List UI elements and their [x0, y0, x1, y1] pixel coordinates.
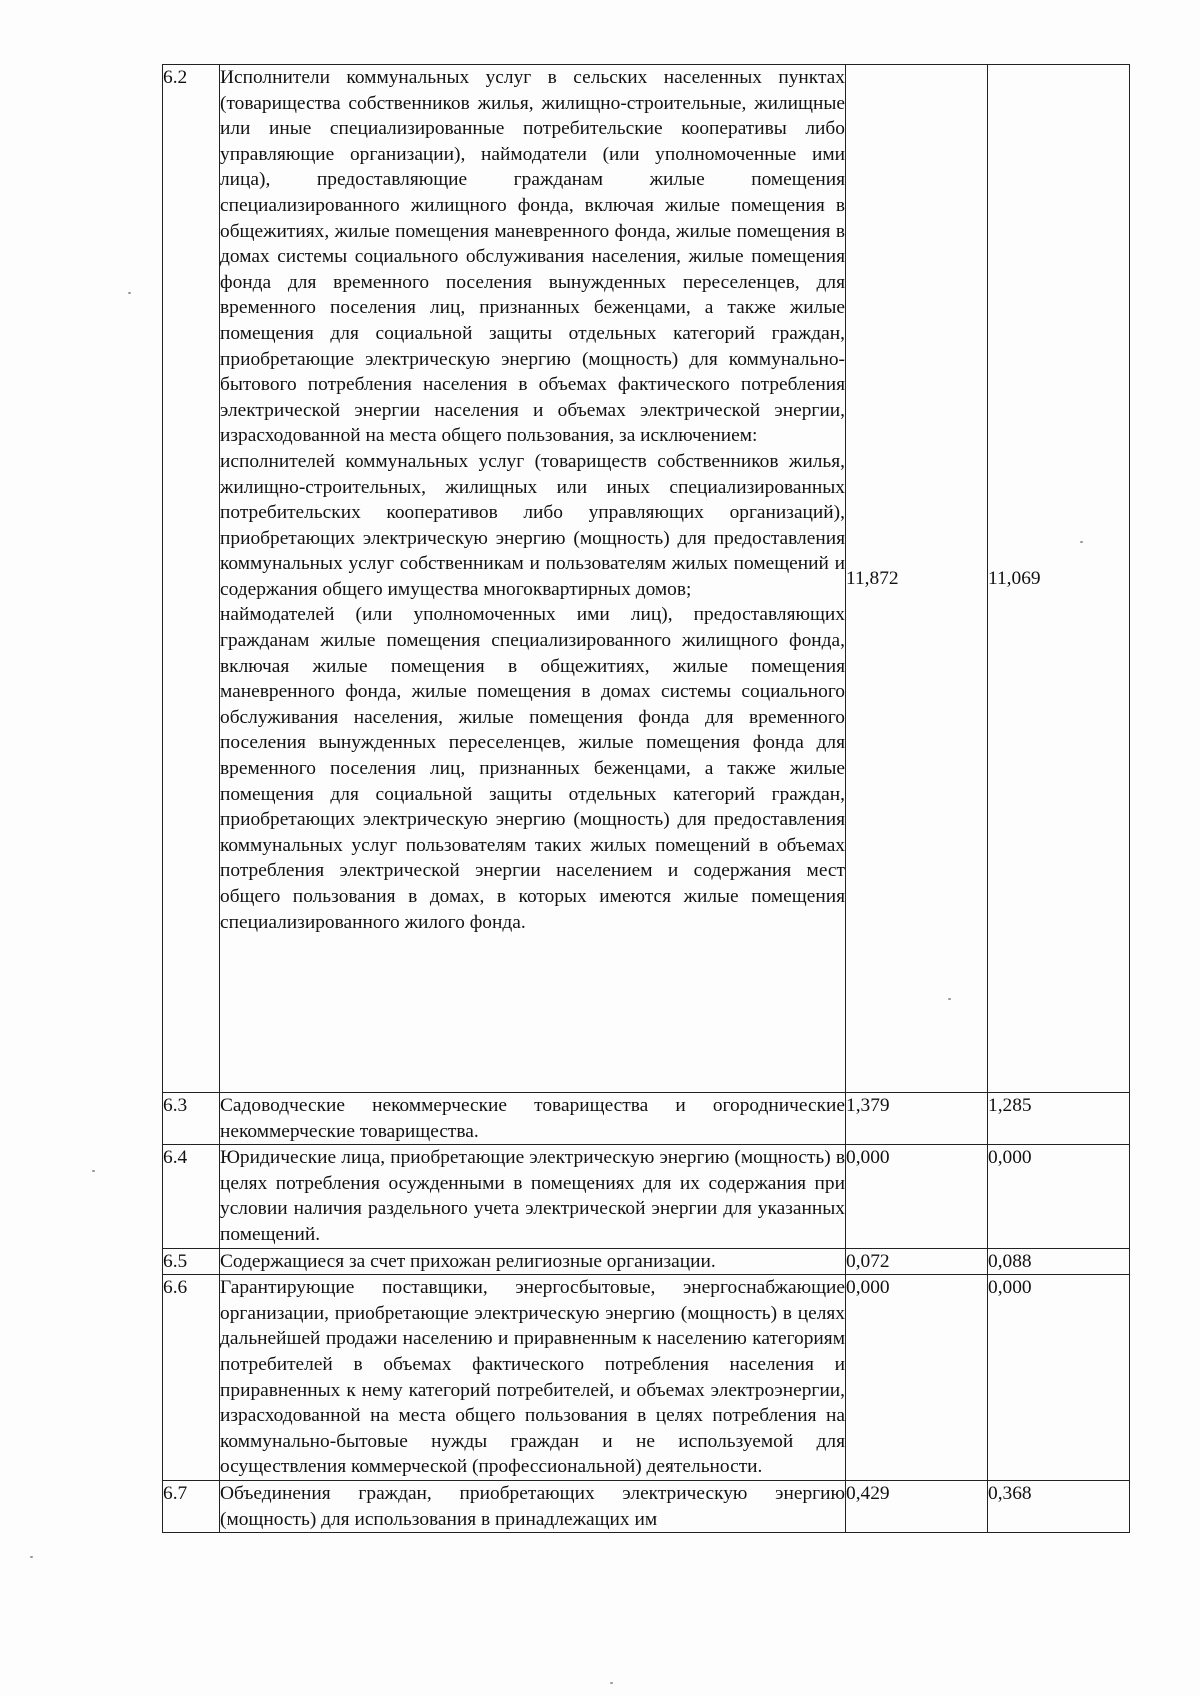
- row-number: 6.6: [163, 1275, 220, 1481]
- description-paragraph: Юридические лица, приобретающие электрическую энергию (мощность) в целях потребления осужденными в помещениях для их содержания при условии наличия раздельного учета электрической энергии для указанных помещений.: [220, 1147, 845, 1245]
- value-column-2: [988, 1275, 1130, 1481]
- description-paragraph: Садоводческие некоммерческие товарищества и огороднические некоммерческие товарищества.: [220, 1095, 845, 1142]
- value-2: 0,000: [988, 1277, 1032, 1299]
- value-1: 0,000: [846, 1147, 890, 1169]
- scan-speck: [92, 1170, 95, 1172]
- table-row: [163, 1145, 1130, 1248]
- table-row: [163, 1093, 1130, 1145]
- tariff-table: [162, 64, 1130, 1533]
- row-description: [220, 1093, 846, 1145]
- value-column-2: [988, 1145, 1130, 1248]
- scan-speck: [948, 998, 951, 1000]
- row-description: [220, 1248, 846, 1275]
- value-column-2: [988, 1248, 1130, 1275]
- table-row: [163, 65, 1130, 1093]
- row-description: [220, 1145, 846, 1248]
- row-number: 6.4: [163, 1145, 220, 1248]
- value-1: 0,000: [846, 1277, 890, 1299]
- value-column-1: [846, 1093, 988, 1145]
- value-2: 0,088: [988, 1250, 1032, 1272]
- row-number: 6.3: [163, 1093, 220, 1145]
- value-column-1: [846, 1275, 988, 1481]
- value-1: 0,072: [846, 1250, 890, 1272]
- row-number: 6.2: [163, 65, 220, 1093]
- table-row: [163, 1248, 1130, 1275]
- value-2: 1,285: [988, 1095, 1032, 1116]
- row-description: [220, 1480, 846, 1532]
- value-1: 11,872: [846, 567, 899, 589]
- scan-speck: [610, 1682, 613, 1684]
- row-number: 6.5: [163, 1248, 220, 1275]
- value-column-1: [846, 1248, 988, 1275]
- value-1: 1,379: [846, 1095, 890, 1116]
- description-paragraph: наймодателей (или уполномоченных ими лиц), предоставляющих гражданам жилые помещения специализированного жилищного фонда, включая жилые помещения в общежитиях, жилые помещения маневренного фонда, жилые помещения в домах системы социального обслуживания населения, жилые помещения фонда для временного поселения вынужденных переселенцев, жилые помещения фонда для временного поселения лиц, признанных беженцами, а также жилые помещения для социальной защиты отдельных категорий граждан, приобретающих электрическую энергию (мощность) для предоставления коммунальных услуг пользователям таких жилых помещений в объемах потребления электрической энергии населением и содержания мест общего пользования в домах, в которых имеются жилые помещения специализированного жилого фонда.: [220, 604, 845, 933]
- table-row: [163, 1480, 1130, 1532]
- description-paragraph: Объединения граждан, приобретающих электрическую энергию (мощность) для использования в принадлежащих им: [220, 1482, 845, 1530]
- scan-speck: [1080, 541, 1083, 543]
- value-2: 11,069: [988, 567, 1041, 589]
- table-row: [163, 1275, 1130, 1481]
- scan-speck: [128, 292, 131, 294]
- description-paragraph: Исполнители коммунальных услуг в сельских населенных пунктах (товарищества собственников жилья, жилищно-строительные, жилищные или иные специализированные потребительские кооперативы либо управляющие организации), наймодатели (или уполномоченные ими лица), предоставляющие гражданам жилые помещения специализированного жилищного фонда, включая жилые помещения в общежитиях, жилые помещения маневренного фонда, жилые помещения в домах системы социального обслуживания населения, жилые помещения фонда для временного поселения вынужденных переселенцев, для временного поселения лиц, признанных беженцами, а также жилые помещения для социальной защиты отдельных категорий граждан, приобретающие электрическую энергию (мощность) для коммунально-бытового потребления населения в объемах фактического потребления электрической энергии населения и объемах электрической энергии, израсходованной на места общего пользования, за исключением:: [220, 67, 845, 447]
- row-number: 6.7: [163, 1480, 220, 1532]
- description-paragraph: исполнителей коммунальных услуг (товариществ собственников жилья, жилищно-строительных, жилищных или иных специализированных потребительских кооперативов либо управляющих организаций), приобретающих электрическую энергию (мощность) для предоставления коммунальных услуг собственникам и пользователям жилых помещений и содержания общего имущества многоквартирных домов;: [220, 450, 845, 600]
- scan-speck: [30, 1556, 33, 1558]
- row-description: [220, 1275, 846, 1481]
- value-column-1: [846, 65, 988, 1093]
- row-description: [220, 65, 846, 1093]
- value-column-1: [846, 1145, 988, 1248]
- value-2: 0,000: [988, 1147, 1032, 1169]
- value-column-2: [988, 1480, 1130, 1532]
- description-paragraph: Содержащиеся за счет прихожан религиозные организации.: [220, 1250, 716, 1272]
- value-column-2: [988, 65, 1130, 1093]
- value-column-1: [846, 1480, 988, 1532]
- description-paragraph: Гарантирующие поставщики, энергосбытовые, энергоснабжающие организации, приобретающие электрическую энергию (мощность) в целях дальнейшей продажи населению и приравненным к населению категориям потребителей в объемах фактического потребления населения и приравненных к нему категорий потребителей, и объемах электроэнергии, израсходованной на места общего пользования в целях потребления на коммунально-бытовые нужды граждан и не используемой для осуществления коммерческой (профессиональной) деятельности.: [220, 1277, 845, 1478]
- value-column-2: [988, 1093, 1130, 1145]
- value-2: 0,368: [988, 1482, 1032, 1504]
- value-1: 0,429: [846, 1482, 890, 1504]
